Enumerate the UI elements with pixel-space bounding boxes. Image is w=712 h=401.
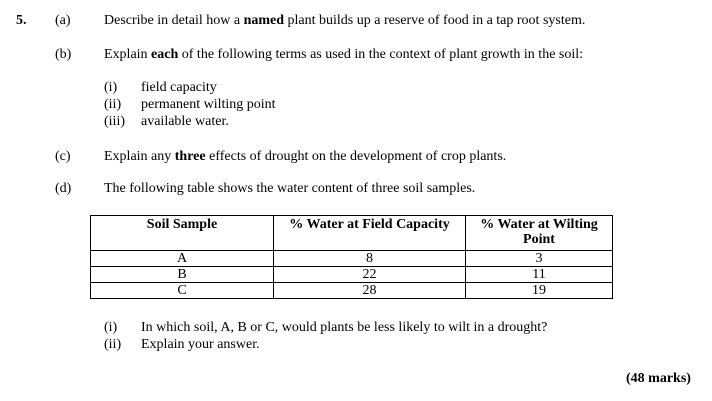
part-d-label: (d): [55, 181, 72, 196]
table-row: [91, 251, 613, 267]
term-text: field capacity: [141, 80, 217, 95]
table-cell: C: [91, 283, 274, 299]
table-header: Soil Sample: [91, 216, 274, 251]
part-a-text: Describe in detail how a named plant builds up a reserve of food in a tap root system.: [104, 13, 586, 28]
part-a-label: (a): [55, 13, 71, 28]
total-marks: (48 marks): [626, 371, 691, 386]
subquestion-text: In which soil, A, B or C, would plants be less likely to wilt in a drought?: [141, 320, 548, 335]
table-cell: 3: [466, 251, 613, 267]
term-label: (ii): [104, 97, 122, 112]
table-cell: 28: [274, 283, 466, 299]
table-header: % Water at Field Capacity: [274, 216, 466, 251]
table-cell: 19: [466, 283, 613, 299]
table-header: % Water at Wilting Point: [466, 216, 613, 251]
table-row: [91, 267, 613, 283]
question-number: 5.: [16, 13, 27, 28]
part-b-label: (b): [55, 47, 72, 62]
term-label: (i): [104, 80, 118, 95]
part-c-label: (c): [55, 149, 71, 164]
table-cell: A: [91, 251, 274, 267]
subquestion-label: (i): [104, 320, 118, 335]
part-c-text: Explain any three effects of drought on the development of crop plants.: [104, 149, 507, 164]
part-b-text: Explain each of the following terms as used in the context of plant growth in the soil:: [104, 47, 584, 62]
subquestion-label: (ii): [104, 337, 122, 352]
term-label: (iii): [104, 114, 125, 129]
term-text: available water.: [141, 114, 229, 129]
table-row: [91, 283, 613, 299]
table-cell: B: [91, 267, 274, 283]
subquestion-text: Explain your answer.: [141, 337, 260, 352]
table-header-row: [91, 216, 613, 251]
table-cell: 11: [466, 267, 613, 283]
term-text: permanent wilting point: [141, 97, 276, 112]
table-cell: 8: [274, 251, 466, 267]
table-cell: 22: [274, 267, 466, 283]
soil-water-table: [90, 215, 613, 299]
part-d-text: The following table shows the water content of three soil samples.: [104, 181, 476, 196]
